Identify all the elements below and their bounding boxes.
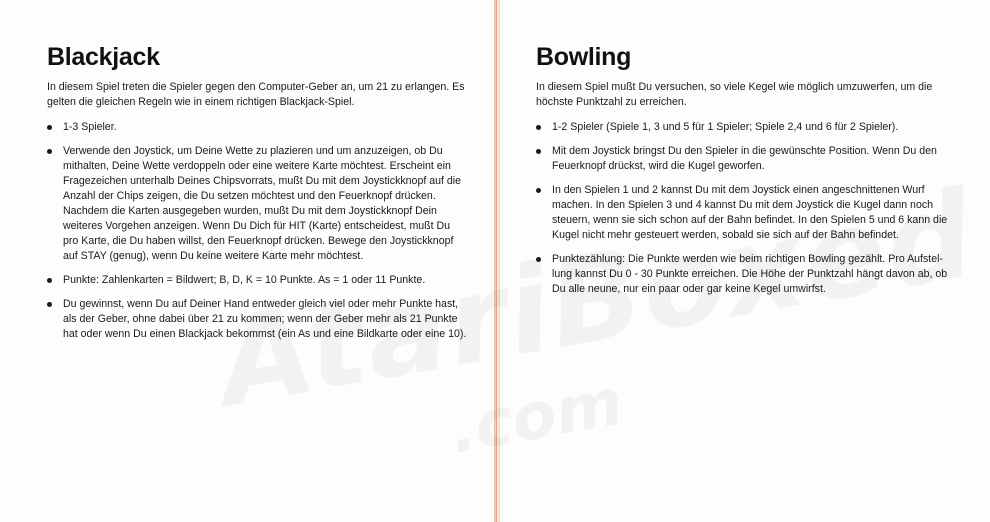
- page-fold-line: [496, 0, 497, 522]
- blackjack-intro: In diesem Spiel treten die Spieler gegen den Computer-Geber an, um 21 zu erlangen. Es gelten die gleichen Regeln wie in einem richtigen Blackjack-Spiel.: [47, 81, 465, 108]
- list-item: [47, 297, 467, 342]
- bowling-bullet-list: [536, 120, 961, 297]
- list-item: [47, 144, 467, 264]
- list-item: [47, 273, 467, 288]
- list-item: [536, 144, 961, 174]
- list-item-text: 1-2 Spieler (Spiele 1, 3 und 5 für 1 Spieler; Spiele 2,4 und 6 für 2 Spieler).: [552, 121, 899, 133]
- left-page: [0, 0, 494, 522]
- blackjack-bullet-list: [47, 120, 467, 342]
- list-item-text: Verwende den Joystick, um Deine Wette zu plazieren und um anzuzeigen, ob Du mithalten, Deine Wette verdoppeln oder eine weitere Karte möchtest. Erscheint ein Fragezeichen unterhalb Deines Chipsvorrats, mußt Du mit dem Joystickknopf auf die Anzahl der Chips zeigen, die Du setzen möchtest und den Feuerknopf drücken. Nachdem die Karten ausgegeben wurden, mußt Du mit dem Joystickknopf Dein weiteres Vorgehen anzeigen. Wenn Du Dich für HIT (Karte) entscheidest, mußt Du pro Karte, die Du haben willst, den Feuerknopf drücken. Bewege den Joystickknopf auf STAY (genug), wenn Du keine weitere Karte mehr möchtest.: [63, 145, 462, 262]
- bullet-dot-icon: [536, 188, 541, 193]
- list-item: [536, 252, 961, 297]
- list-item-text: Punkte: Zahlenkarten = Bildwert; B, D, K = 10 Punkte. As = 1 oder 11 Punkte.: [63, 274, 426, 286]
- right-page: [500, 0, 990, 522]
- list-item-text: In den Spielen 1 und 2 kannst Du mit dem Joystick einen angeschnittenen Wurf machen. In den Spielen 3 und 4 kannst Du mit dem Joystick die Kugel dann noch steuern, wenn sie sich schon auf der Bahn befindet. In den Spielen 5 und 6 kann die Kugel nicht mehr gesteuert werden, sobald sie sich auf der Bahn befindet.: [552, 184, 948, 241]
- bullet-dot-icon: [47, 125, 52, 130]
- bowling-section: [536, 42, 961, 306]
- list-item: [536, 183, 961, 243]
- list-item-text: Mit dem Joystick bringst Du den Spieler in die gewünschte Position. Wenn Du den Feuerknopf drückst, wird die Kugel geworfen.: [552, 145, 937, 172]
- list-item: [47, 120, 467, 135]
- list-item: [536, 120, 961, 135]
- bowling-title: Bowling: [536, 43, 632, 71]
- bullet-dot-icon: [47, 149, 52, 154]
- list-item-text: 1-3 Spieler.: [63, 121, 117, 133]
- bullet-dot-icon: [47, 302, 52, 307]
- list-item-text: Punktezählung: Die Punkte werden wie beim richtigen Bowling gezählt. Pro Aufstel-lung kannst Du 0 - 30 Punkte erreichen. Die Höhe der Punktzahl hängt davon ab, ob Du alle neune, nur ein paar oder gar keine Kegel umwirfst.: [552, 253, 948, 295]
- blackjack-section: [47, 42, 467, 351]
- blackjack-title: Blackjack: [47, 43, 160, 71]
- bullet-dot-icon: [536, 125, 541, 130]
- bullet-dot-icon: [536, 149, 541, 154]
- bullet-dot-icon: [47, 278, 52, 283]
- list-item-text: Du gewinnst, wenn Du auf Deiner Hand entweder gleich viel oder mehr Punkte hast, als der Geber, ohne dabei über 21 zu kommen; wenn der Geber mehr als 21 Punkte hat oder wenn Du einen Blackjack bekommst (ein As und eine Bildkarte oder eine 10).: [63, 298, 467, 340]
- bullet-dot-icon: [536, 257, 541, 262]
- bowling-intro: In diesem Spiel mußt Du versuchen, so viele Kegel wie möglich umzuwerfen, um die höchste Punktzahl zu erreichen.: [536, 81, 933, 108]
